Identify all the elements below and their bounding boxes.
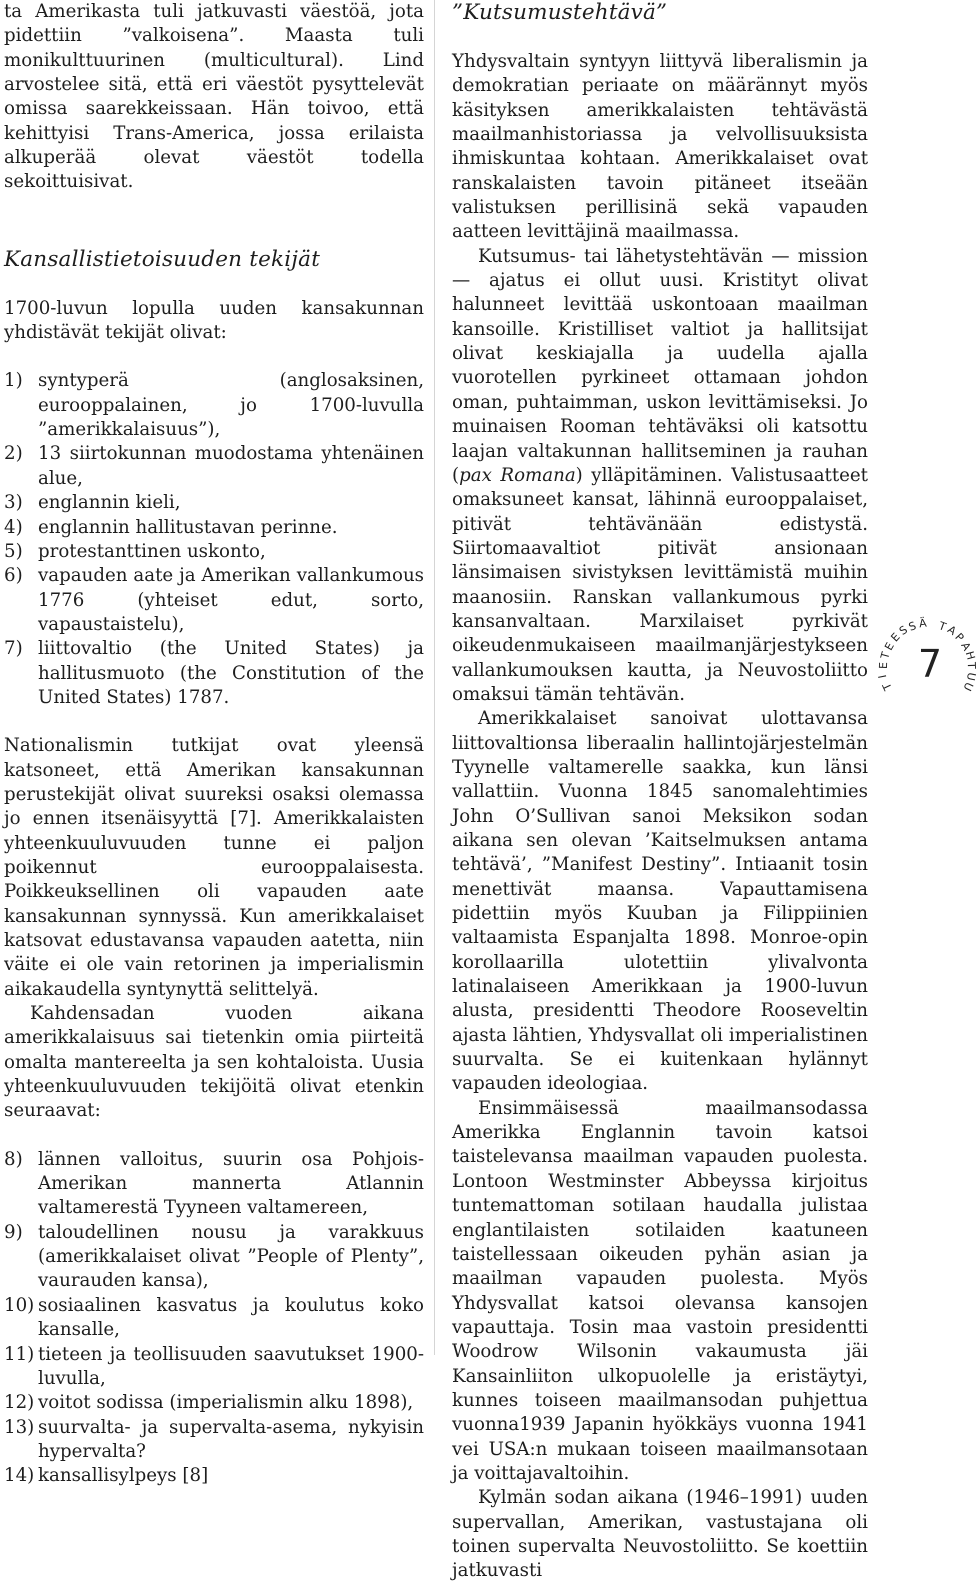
list-number: 13)	[4, 1416, 35, 1438]
right-column	[452, 0, 868, 1584]
list-number: 3)	[4, 492, 23, 514]
list-text: englannin hallitustavan perinne.	[38, 516, 338, 538]
mission-paragraph-2	[452, 245, 868, 708]
cold-war-paragraph: Kylmän sodan aikana (1946–1991) uuden supervallan, Amerikan, vastustajana oli toinen supervalta Neuvostoliitto. Se koettiin jatkuvasti	[452, 1487, 868, 1582]
intro-paragraph: ta Amerikasta tuli jatkuvasti väestöä, jota pidettiin ”valkoisena”. Maasta tuli monikulttuurinen (multicultural). Lind arvostelee sitä, että eri väestöt pysyttelevät omissa saarekkeissaan. Hän toivoo, että kehittyisi Trans-America, jossa erilaista alkuperää olevat väestöt todella sekoittuisivat.	[4, 1, 424, 193]
list-number: 10)	[4, 1294, 35, 1316]
list-item	[4, 540, 424, 564]
list-text: lännen valloitus, suurin osa Pohjois-Amerikan mannerta Atlannin valtamerestä Tyyneen valtamereen,	[38, 1148, 424, 1219]
arc-letter: H	[963, 649, 978, 662]
list-text: protestanttinen uskonto,	[38, 540, 266, 562]
list-item	[4, 1391, 424, 1415]
two-centuries-paragraph: Kahdensadan vuoden aikana amerikkalaisuus sai tietenkin omia piirteitä omalta mantereelta ja sen kohtaloista. Uusia yhteenkuuluvuuden tekijöitä olivat etenkin seuraavat:	[4, 1003, 424, 1122]
arc-letter: E	[881, 639, 897, 653]
world-war-paragraph: Ensimmäisessä maailmansodassa Amerikka Englannin tavoin katsoi taistelevansa maailman vapauden puolesta. Lontoon Westminster Abbeyssa kirjoitus tuntemattoman sotilaan haudalla julistaa englantilaisten sotilaiden kaatuneen taistellessaan oikeuden pyhän asian ja maailman vapauden puolesta. Myös Yhdysvallat katsoi olevansa kansojen vapauttaja. Tosin maa vastoin presidentti Woodrow Wilsonin vakaumusta jäi Kansainliiton ulkopuolelle ja eristäytyi, kunnes toiseen maailmansodan puhjettua vuonna1939 Japanin hyökkäys vuonna 1941 vei USA:n mukaan toiseen maailmansotaan ja voittajavaltoihin.	[452, 1097, 868, 1484]
section-heading-national-identity: Kansallistietoisuuden tekijät	[4, 246, 321, 272]
list-text: suurvalta- ja supervalta-asema, nykyisin hypervalta?	[38, 1416, 424, 1462]
manifest-destiny-paragraph: Amerikkalaiset sanoivat ulottavansa liittovaltionsa liberaalin hallintojärjestelmän Tyynelle valtamerelle saakka, kun länsi vallattiin. Vuonna 1845 sanomalehtimies John O’Sullivan sanoi Meksikon sodan aikana sen olevan ’Kaitselmuksen antama tehtävä’, ”Manifest Destiny”. Intiaanit tosin menettivät maansa. Vapauttamisena pidettiin myös Kuuban ja Filippiinien valtaamista Espanjalta 1898. Monroe-opin korollaarilla ulotettiin ylivalvonta latinalaiseen Amerikkaan ja 1900-luvun alusta, presidentti Theodore Rooseveltin ajasta lähtien, Yhdysvallat oli imperialistinen suurvalta. Se ei kuitenkaan hylännyt vapauden ideologiaa.	[452, 708, 868, 1095]
list-number: 4)	[4, 516, 23, 538]
factor-list-1	[4, 369, 424, 710]
list-item	[4, 442, 424, 491]
list-item	[4, 1464, 424, 1488]
arc-letter: I	[875, 673, 890, 680]
arc-letter: S	[896, 623, 910, 639]
arc-letter: T	[877, 650, 893, 661]
arc-letter: S	[906, 618, 918, 634]
arc-letter: E	[887, 630, 903, 645]
list-number: 8)	[4, 1148, 23, 1170]
mission-text-a: Kutsumus- tai lähetystehtävän — mission — ajatus ei ollut uusi. Kristityt olivat halunneet levittää uskontoaan maailman kansoille. Kristilliset valtiot ja hallitsijat olivat keskiajalla ja uudella ajalla vuorotellen pyrkineet ottamaan johdon oman, puhtaimman, uskon levittämiseksi. Jo muinaisen Rooman tehtäväksi oli katsottu laajan valtakunnan hallitseminen ja rauhan (	[452, 245, 868, 486]
list-item	[4, 1294, 424, 1343]
list-number: 14)	[4, 1465, 35, 1487]
list-number: 9)	[4, 1221, 23, 1243]
arc-letter: T	[937, 618, 949, 634]
list-item	[4, 369, 424, 442]
list-text: voitot sodissa (imperialismin alku 1898),	[38, 1392, 414, 1414]
list-number: 2)	[4, 443, 23, 465]
section-heading-mission: ”Kutsumustehtävä”	[452, 0, 668, 25]
list-number: 7)	[4, 638, 23, 660]
list-text: liittovaltio (the United States) ja hallitusmuoto (the Constitution of the United States) 1787.	[38, 638, 424, 708]
arc-letter: U	[963, 671, 978, 682]
list-number: 6)	[4, 565, 23, 587]
list-item	[4, 1416, 424, 1465]
left-column	[4, 0, 424, 1489]
mission-text-b: ) ylläpitäminen. Valistusaatteet omaksuneet kansat, lähinnä eurooppalaiset, pitivät tehtävänään edistystä. Siirtomaavaltiot pitivät ansionaan länsimaisen sivistyksen levittämistä muihin maanosiin. Ranskan vallankumous pyrki kansanvaltaan. Marxilaiset pyrkivät oikeudenmukaiseen maailmanjärjestykseen vallankumouksen kautta, ja Neuvostoliitto omaksui tämän tehtävän.	[452, 464, 868, 705]
arc-letter: P	[952, 630, 967, 645]
column-divider	[434, 0, 435, 1355]
factor-list-2	[4, 1148, 424, 1489]
list-number: 1)	[4, 370, 23, 392]
list-number: 5)	[4, 540, 23, 562]
mission-paragraph-1: Yhdysvaltain syntyyn liittyvä liberalismin ja demokratian periaate on määrännyt myös käsityksen amerikkalaisten tehtävästä maailmanhistoriassa ja velvollisuuksista ihmiskuntaa kohtaan. Amerikkalaiset ovat ranskalaisten tavoin pitäneet itseään valistuksen perillisinä sekä vapauden aatteen levittäjinä maailmassa.	[452, 51, 868, 243]
list-text: kansallisylpeys [8]	[38, 1465, 209, 1487]
pax-romana-term: pax Romana	[459, 464, 576, 486]
list-text: vapauden aate ja Amerikan vallankumous 1776 (yhteiset edut, sorto, vapaustaistelu),	[38, 565, 424, 635]
list-text: 13 siirtokunnan muodostama yhtenäinen alue,	[38, 443, 424, 489]
list-number: 11)	[4, 1343, 35, 1365]
arc-letter: E	[876, 662, 891, 670]
list-intro: 1700-luvun lopulla uuden kansakunnan yhdistävät tekijät olivat:	[4, 297, 424, 344]
arc-letter: T	[964, 662, 978, 670]
arc-letter: U	[960, 679, 976, 693]
arc-letter: A	[945, 623, 959, 639]
list-item	[4, 1221, 424, 1294]
nationalism-paragraph: Nationalismin tutkijat ovat yleensä katsoneet, että Amerikan kansakunnan perustekijät olivat suureksi osaksi olemassa jo ennen itsenäisyyttä [7]. Amerikkalaisten yhteenkuuluvuuden tunne ei paljon poikennut eurooppalaisesta. Poikkeuksellinen oli vapauden aate kansakunnan synnyssä. Kun amerikkalaiset katsovat edustavansa vapauden aatetta, niin väite ei ole vain retorinen ja imperialismin aikakaudella syntynyttä selittelyä.	[4, 735, 424, 1000]
arc-letter: T	[880, 680, 895, 692]
list-item	[4, 1148, 424, 1221]
list-text: syntyperä (anglosaksinen, eurooppalainen, jo 1700-luvulla ”amerikkalaisuus”),	[38, 370, 424, 441]
list-item	[4, 491, 424, 515]
list-number: 12)	[4, 1392, 35, 1414]
list-text: tieteen ja teollisuuden saavutukset 1900-luvulla,	[38, 1343, 424, 1389]
list-text: englannin kieli,	[38, 492, 181, 514]
list-text: sosiaalinen kasvatus ja koulutus koko kansalle,	[38, 1294, 424, 1341]
list-item	[4, 1343, 424, 1392]
arc-letter: Ä	[918, 616, 928, 631]
list-text: taloudellinen nousu ja varakkuus (amerikkalaiset olivat ”People of Plenty”, vaurauden kansa),	[38, 1221, 424, 1292]
chapter-number: 7	[917, 642, 943, 686]
list-item	[4, 637, 424, 710]
arc-letter: A	[958, 639, 974, 653]
list-item	[4, 564, 424, 637]
list-item	[4, 516, 424, 540]
